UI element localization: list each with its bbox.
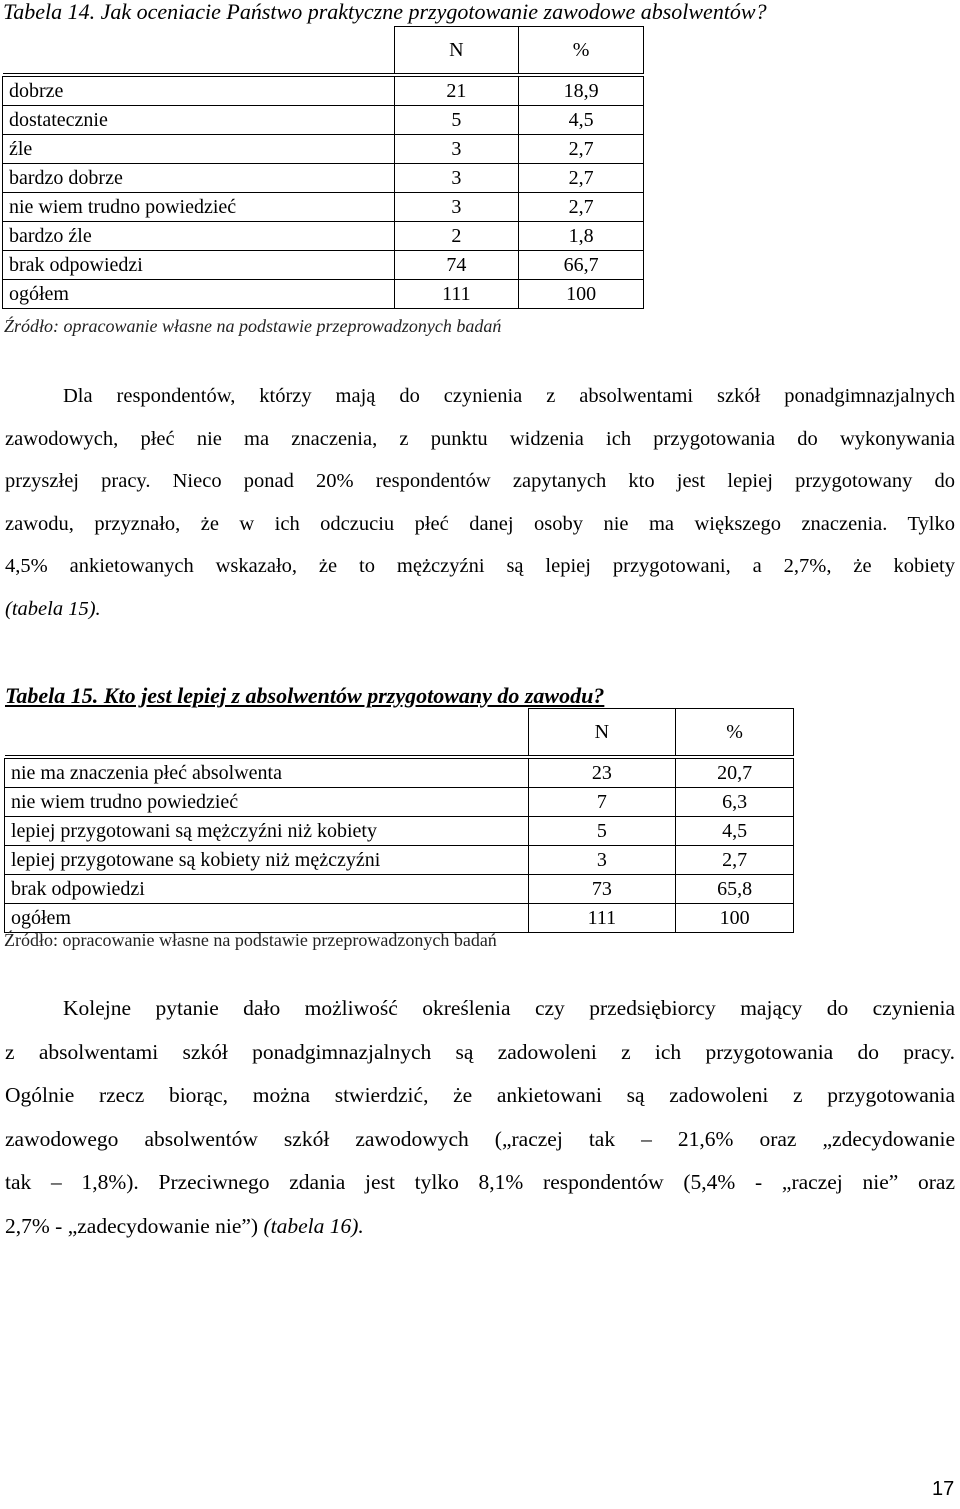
row-label: źle	[3, 135, 395, 164]
row-label: nie wiem trudno powiedzieć	[5, 788, 529, 817]
row-n: 23	[528, 759, 676, 788]
para1-table-reference: (tabela 15).	[5, 597, 101, 620]
table15-caption: Tabela 15. Kto jest lepiej z absolwentów przygotowany do zawodu?	[5, 683, 605, 708]
table-row	[3, 164, 644, 193]
row-pct: 100	[676, 904, 794, 933]
para2-line: tak – 1,8%). Przeciwnego zdania jest tylko 8,1% respondentów (5,4% - „raczej nie” oraz	[5, 1170, 955, 1194]
table15	[4, 708, 794, 933]
table-row	[3, 77, 644, 106]
row-label: nie wiem trudno powiedzieć	[3, 193, 395, 222]
table-row	[5, 846, 794, 875]
table-row	[3, 280, 644, 309]
header-n: N	[394, 27, 519, 74]
row-pct: 18,9	[519, 77, 644, 106]
row-pct: 2,7	[519, 135, 644, 164]
row-n: 7	[528, 788, 676, 817]
row-n: 73	[528, 875, 676, 904]
row-n: 3	[394, 135, 519, 164]
row-pct: 20,7	[676, 759, 794, 788]
row-label: dostatecznie	[3, 106, 395, 135]
row-pct: 2,7	[519, 193, 644, 222]
para2-line: Kolejne pytanie dało możliwość określenia czy przedsiębiorcy mający do czynienia	[63, 996, 955, 1020]
row-label: bardzo dobrze	[3, 164, 395, 193]
table-row	[5, 817, 794, 846]
row-label: nie ma znaczenia płeć absolwenta	[5, 759, 529, 788]
table15-source: Źródło: opracowanie własne na podstawie przeprowadzonych badań	[4, 930, 497, 950]
para2-last-line	[5, 1205, 955, 1249]
table-row	[5, 788, 794, 817]
para2-table-reference: (tabela 16).	[263, 1213, 364, 1238]
header-blank-cell	[3, 27, 395, 74]
table14-source: Źródło: opracowanie własne na podstawie przeprowadzonych badań	[4, 316, 502, 336]
table-row	[5, 759, 794, 788]
row-label: ogółem	[3, 280, 395, 309]
para1-line: przyszłej pracy. Nieco ponad 20% respondentów zapytanych kto jest lepiej przygotowany do	[5, 470, 955, 492]
table-row	[3, 222, 644, 251]
row-label: brak odpowiedzi	[5, 875, 529, 904]
row-label: dobrze	[3, 77, 395, 106]
table-row	[3, 106, 644, 135]
table14-caption: Tabela 14. Jak oceniacie Państwo praktyczne przygotowanie zawodowe absolwentów?	[3, 0, 767, 24]
row-pct: 66,7	[519, 251, 644, 280]
table-row	[5, 875, 794, 904]
row-n: 2	[394, 222, 519, 251]
row-pct: 4,5	[519, 106, 644, 135]
header-n: N	[528, 709, 676, 756]
row-label: lepiej przygotowani są mężczyźni niż kobiety	[5, 817, 529, 846]
row-label: lepiej przygotowane są kobiety niż mężczyźni	[5, 846, 529, 875]
row-n: 3	[394, 193, 519, 222]
row-label: brak odpowiedzi	[3, 251, 395, 280]
row-n: 21	[394, 77, 519, 106]
row-n: 111	[528, 904, 676, 933]
row-label: ogółem	[5, 904, 529, 933]
para1-line: zawodu, przyznało, że w ich odczuciu płeć danej osoby nie ma większego znaczenia. Tylko	[5, 512, 955, 535]
header-pct: %	[676, 709, 794, 756]
row-n: 111	[394, 280, 519, 309]
table14	[2, 26, 644, 309]
row-label: bardzo źle	[3, 222, 395, 251]
row-pct: 2,7	[676, 846, 794, 875]
row-n: 3	[528, 846, 676, 875]
table-row	[3, 251, 644, 280]
row-pct: 2,7	[519, 164, 644, 193]
row-n: 3	[394, 164, 519, 193]
page-number: 17	[932, 1478, 955, 1500]
row-pct: 1,8	[519, 222, 644, 251]
header-blank-cell	[5, 709, 529, 756]
table-header-row	[5, 709, 794, 756]
para1-line: zawodowych, płeć nie ma znaczenia, z punktu widzenia ich przygotowania do wykonywania	[5, 427, 955, 450]
para2-last-line-text: 2,7% - „zadecydowanie nie”)	[5, 1213, 264, 1238]
row-n: 5	[394, 106, 519, 135]
row-pct: 65,8	[676, 875, 794, 904]
para2-line: z absolwentami szkół ponadgimnazjalnych są zadowoleni z ich przygotowania do pracy.	[5, 1039, 955, 1064]
row-n: 5	[528, 817, 676, 846]
para2-line: Ogólnie rzecz biorąc, można stwierdzić, że ankietowani są zadowoleni z przygotowania	[5, 1083, 955, 1107]
header-pct: %	[519, 27, 644, 74]
row-pct: 4,5	[676, 817, 794, 846]
paragraph-2	[5, 987, 955, 1248]
paragraph-1	[5, 375, 955, 630]
row-pct: 100	[519, 280, 644, 309]
table-row	[3, 193, 644, 222]
table-header-row	[3, 27, 644, 74]
para1-line: Dla respondentów, którzy mają do czynienia z absolwentami szkół ponadgimnazjalnych	[63, 385, 955, 407]
row-pct: 6,3	[676, 788, 794, 817]
para1-line: 4,5% ankietowanych wskazało, że to mężczyźni są lepiej przygotowani, a 2,7%, że kobiety	[5, 555, 955, 577]
para2-line: zawodowego absolwentów szkół zawodowych („raczej tak – 21,6% oraz „zdecydowanie	[5, 1126, 955, 1151]
table-row	[3, 135, 644, 164]
row-n: 74	[394, 251, 519, 280]
